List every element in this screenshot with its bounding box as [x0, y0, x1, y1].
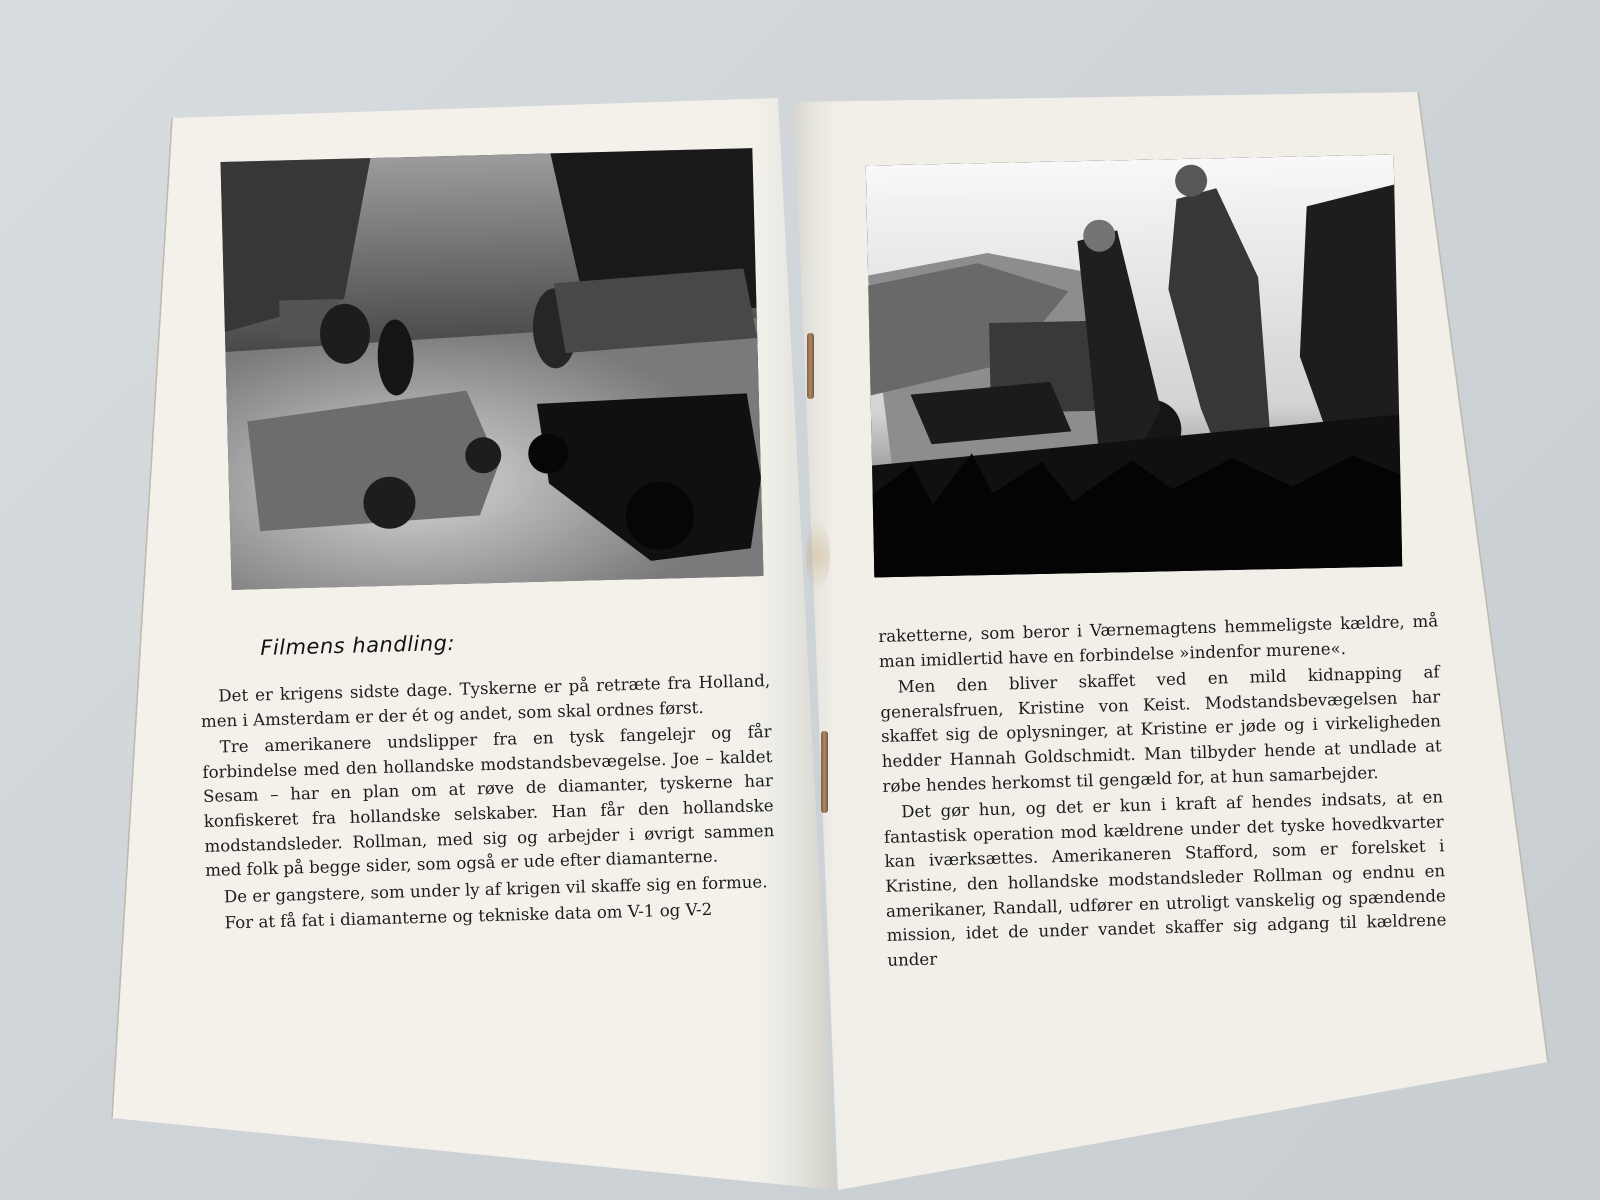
- paragraph: Det gør hun, og det er kun i kraft af hendes indsats, at en fantastisk operation mod kældrene under det tyske hovedkvarter kan iværksættes. Amerikaneren Stafford, som er forelsket i Kristine, den hollandske modstandsleder Rollman og endnu en amerikaner, Randall, udfører en utroligt vanskelig og spændende mission, idet de under vandet skaffer sig adgang til kældrene under: [883, 787, 1447, 970]
- page-heading: Filmens handling:: [260, 630, 456, 660]
- right-body-text: [878, 609, 1448, 975]
- staple: [807, 333, 814, 399]
- paragraph: Tre amerikanere undslipper fra en tysk fangelejr og får forbindelse med den hollandske modstandsbevægelse. Joe – kaldet Sesam – har en plan om at røve de diamanter, tyskerne har konfiskeret fra hollandske selskaber. Han får den hollandske modstandsleder. Rollman, med sig og arbejder i øvrigt sammen med folk på begge sider, som også er ude efter diamanterne.: [202, 722, 775, 881]
- paragraph: For at få fat i diamanterne og tekniske data om V-1 og V-2: [224, 900, 713, 933]
- staple: [821, 731, 828, 813]
- paragraph: Men den bliver skaffet ved en mild kidnapping af generalsfruen, Kristine von Keist. Modstandsbevægelsen har skaffet sig de oplysninger, at Kristine er jøde og i virkeligheden hedder Hannah Goldschmidt. Man tilbyder hende at undlade at røbe hendes herkomst til gengæld for, at hun samarbejder.: [880, 662, 1442, 796]
- paper-stain: [806, 520, 830, 590]
- paragraph: raketterne, som beror i Værnemagtens hemmeligste kældre, må man imidlertid have en forbindelse »indenfor murene«.: [878, 611, 1439, 671]
- photo-couple-by-vehicle: [866, 155, 1403, 578]
- paragraph: De er gangstere, som under ly af krigen vil skaffe sig en formue.: [223, 871, 768, 907]
- paragraph: Det er krigens sidste dage. Tyskerne er på retræte fra Holland, men i Amsterdam er der ét og andet, som skal ordnes først.: [200, 671, 771, 731]
